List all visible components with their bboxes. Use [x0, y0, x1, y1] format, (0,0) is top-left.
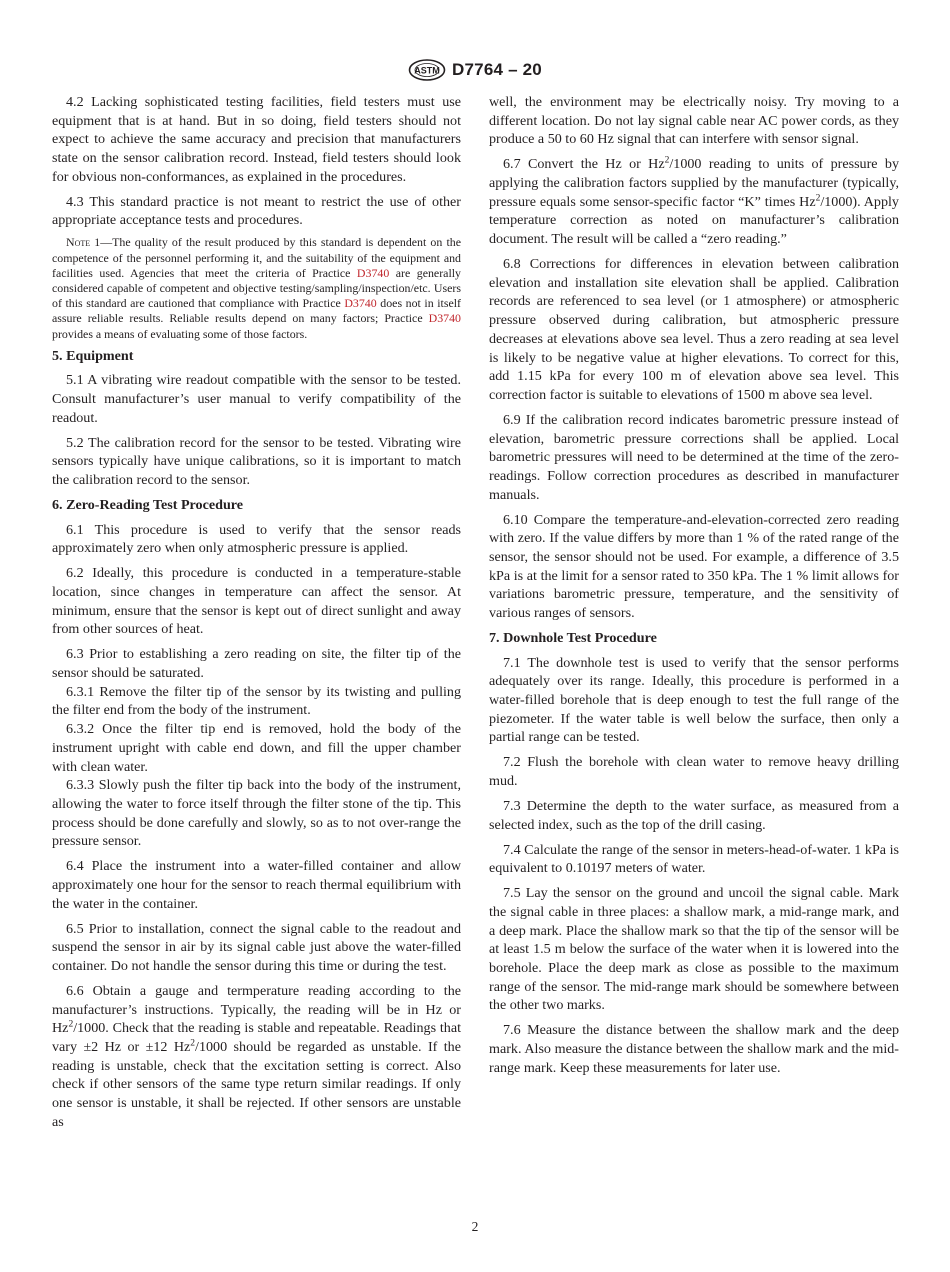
- section-heading-equipment: 5. Equipment: [52, 347, 134, 364]
- para-7-4: 7.4 Calculate the range of the sensor in meters-head-of-water. 1 kPa is equivalent to 0.10197 meters of water.: [489, 841, 899, 877]
- page-number: 2: [471, 1219, 479, 1234]
- para-6-9: 6.9 If the calibration record indicates barometric pressure instead of elevation, barometric pressure corrections shall be applied. Local barometric pressures will need to be determined at the time of the zero-readings. Follow correction procedures as described in manufacturer manuals.: [489, 411, 899, 503]
- para-6-3: 6.3 Prior to establishing a zero reading on site, the filter tip of the sensor should be saturated.: [52, 646, 461, 682]
- reference-link-d3740[interactable]: D3740: [356, 265, 390, 280]
- para-6-4: 6.4 Place the instrument into a water-filled container and allow approximately one hour for the sensor to reach thermal equilibrium with the water in the container.: [52, 858, 461, 912]
- left-column: [52, 93, 461, 1138]
- section-heading-zero-reading: 6. Zero-Reading Test Procedure: [52, 497, 244, 514]
- para-6-3-1: 6.3.1 Remove the filter tip of the sensor by its twisting and pulling the filter end from the body of the instrument.: [52, 683, 461, 719]
- standard-designation: D7764 – 20: [452, 60, 542, 79]
- page-header: [0, 57, 950, 83]
- logo-text: ASTM: [414, 65, 440, 76]
- note-1: Note 1—The quality of the result produced by this standard is dependent on the competence of the personnel performing it, and the suitability of the equipment and facilities used. Agencies that meet the criteria of Practice D3740 are generally considered capable of competent and objective testing/sampling/inspection/etc. Users of this standard are cautioned that compliance with Practice D3740 does not in itself assure reliable results. Reliable results depend on many factors; Practice D3740 provides a means of evaluating some of those factors.: [52, 235, 462, 341]
- para-6-7: 6.7 Convert the Hz or Hz$^2$/1000 reading to units of pressure by applying the calibration factors supplied by the manufacturer (typically, pressure equals some sensor-specific factor “K” times Hz$^2$/1000). Apply temperature correction as noted on manufacturer’s calibration document. The result will be called a “zero reading.”: [489, 155, 899, 248]
- para-4-2: 4.2 Lacking sophisticated testing facilities, field testers must use equipment that is at hand. But in so doing, field testers should not expect to achieve the same accuracy and precision that manufacturers state on the sensor calibration record. Instead, field testers should look for obvious non-conformances, as explained in the procedures.: [52, 94, 461, 185]
- para-7-2: 7.2 Flush the borehole with clean water to remove heavy drilling mud.: [489, 754, 899, 790]
- para-6-8: 6.8 Corrections for differences in elevation between calibration elevation and installation site elevation shall be applied. Calibration records are referenced to sea level (or 1 atmosphere) or atmospheric pressure observed during calibration, but atmospheric pressure decreases at elevations above sea level. Thus a zero reading at sea level is likely to be negative value at higher elevations. To correct for this, add 1.15 kPa for every 100 m of elevation above sea level. This correction factor is suitable to elevations of 1500 m above sea level.: [489, 256, 899, 403]
- para-6-5: 6.5 Prior to installation, connect the signal cable to the readout and suspend the sensor in air by its signal cable just above the water-filled container. Do not handle the sensor during this time or during the test.: [52, 920, 461, 974]
- para-4-3: 4.3 This standard practice is not meant to restrict the use of other appropriate acceptance tests and procedures.: [52, 193, 461, 229]
- right-column: [489, 93, 899, 1084]
- para-6-3-2: 6.3.2 Once the filter tip end is removed, hold the body of the instrument upright with cable end down, and fill the upper chamber with clean water.: [52, 721, 461, 775]
- para-6-1: 6.1 This procedure is used to verify that the sensor reads approximately zero when only atmospheric pressure is applied.: [52, 521, 461, 557]
- para-6-6-continued: well, the environment may be electrically noisy. Try moving to a different location. Do not lay signal cable near AC power cords, as they produce a 50 to 60 Hz signal that can interfere with sensor signal.: [489, 94, 899, 148]
- astm-logo-icon: [408, 59, 446, 81]
- reference-link-d3740[interactable]: D3740: [428, 311, 461, 326]
- para-7-6: 7.6 Measure the distance between the shallow mark and the deep mark. Also measure the distance between the shallow mark and the mid-range mark. Keep these measurements for later use.: [489, 1022, 899, 1076]
- para-5-1: 5.1 A vibrating wire readout compatible with the sensor to be tested. Consult manufacturer’s user manual to verify compatibility of the readout.: [52, 372, 461, 426]
- para-7-3: 7.3 Determine the depth to the water surface, as measured from a selected index, such as the top of the drill casing.: [489, 797, 899, 833]
- reference-link-d3740[interactable]: D3740: [344, 296, 377, 311]
- para-6-3-3: 6.3.3 Slowly push the filter tip back into the body of the instrument, allowing the water to force itself through the filter stone of the tip. This process should be done carefully and slowly, so as to not over-range the pressure sensor.: [52, 777, 461, 850]
- para-7-1: 7.1 The downhole test is used to verify that the sensor performs adequately over its range. Ideally, this procedure is performed in a water-filled borehole that is deep enough to test the full range of the piezometer. If the water table is well below the surface, then only a partial range can be tested.: [489, 654, 899, 746]
- para-5-2: 5.2 The calibration record for the sensor to be tested. Vibrating wire sensors typically have unique calibrations, so it is important to match the calibration record to the sensor.: [52, 434, 461, 489]
- note-label: Note: [66, 235, 91, 250]
- para-7-5: 7.5 Lay the sensor on the ground and uncoil the signal cable. Mark the signal cable in three places: a shallow mark, a mid-range mark, and a deep mark. Place the shallow mark so that the tip of the sensor will be at least 1.5 m below the surface of the water when it is lowered into the borehole. Place the deep mark as close as possible to the maximum range of the sensor. The mid-range mark should be somewhere between the other two marks.: [489, 885, 899, 1014]
- para-6-6: 6.6 Obtain a gauge and termperature reading according to the manufacturer’s instructions. Typically, the reading will be in Hz or Hz$^2$/1000. Check that the reading is stable and repeatable. Readings that vary ±2 Hz or ±12 Hz$^2$/1000 should be regarded as unstable. If the reading is unstable, check that the excitation setting is correct. Also check if other sensors of the same type return similar readings. If only one sensor is unstable, it shall be rejected. If other sensors are unstable as: [52, 982, 461, 1130]
- para-6-2: 6.2 Ideally, this procedure is conducted in a temperature-stable location, since changes in temperature can affect the sensor. At minimum, ensure that the sensor is kept out of direct sunlight and away from other sources of heat.: [52, 565, 461, 638]
- section-heading-downhole: 7. Downhole Test Procedure: [489, 629, 657, 646]
- para-6-10: 6.10 Compare the temperature-and-elevation-corrected zero reading with zero. If the value differs by more than 1 % of the rated range of the sensor, the sensor should not be used. For example, a difference of 3.5 kPa is at the limit for a sensor rated to 350 kPa. The 1 % limit allows for variations barometric pressure, temperature, and the sensitivity of various ranges of sensors.: [489, 511, 899, 622]
